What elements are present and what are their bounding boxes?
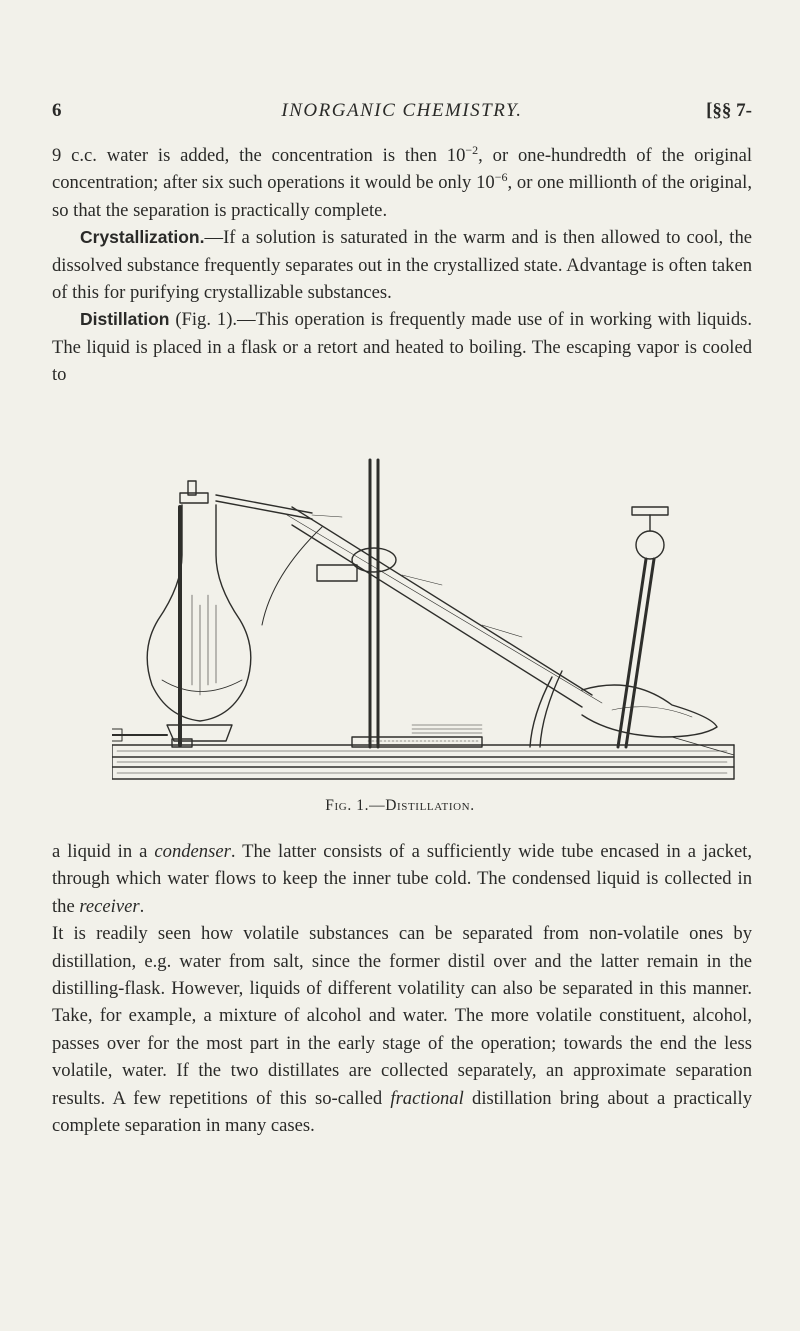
condenser-tube xyxy=(262,507,602,747)
hatching xyxy=(412,725,482,733)
exponent: −6 xyxy=(494,170,508,185)
figure-title: —Distillation. xyxy=(369,797,475,814)
heading-distillation: Distillation xyxy=(80,309,170,330)
distillation-apparatus-figure xyxy=(112,455,742,785)
distilling-flask xyxy=(147,481,312,721)
base-board xyxy=(112,745,734,779)
page-number: 6 xyxy=(52,100,62,121)
heading-crystallization: Crystallization. xyxy=(80,227,205,248)
paragraph-volatility: It is readily seen how volatile substances can be separated from non-volatile ones by distillation, e.g. water from salt, since the former distil over and the latter remain in the distilling-flask. However, liquids of different volatility can also be separated in this manner. Take, for example, a mixture of alcohol and water. The more volatile constituent, alcohol, passes over for the most part in the early stage of the operation; towards the end the less volatile, water. If the two distillates are collected separately, an approximate separation results. A few repetitions of this so-called fractional distillation bring about a practically complete separation in many cases. xyxy=(52,923,752,1137)
lower-text xyxy=(52,838,752,1139)
paragraph-crystallization: Crystallization.—If a solution is saturated in the warm and is then allowed to cool, the dissolved substance frequently separates out in the crystallized state. Advantage is often taken of this for purifying crystallizable substances. xyxy=(52,227,752,304)
term-receiver: receiver xyxy=(79,895,140,917)
exponent: −2 xyxy=(465,143,479,157)
figure-caption xyxy=(0,797,800,815)
figure-label: Fig. 1. xyxy=(325,797,370,814)
receiver-stand xyxy=(618,507,668,747)
paragraph-continued: 9 c.c. water is added, the concentration is then $10^{-2}$, or one-hundredth of the original concentration; after six such operations it would be only $10^{-6}$, or one millionth of the original, so that the separation is practically complete. xyxy=(52,143,752,221)
paragraph-condenser: a liquid in a condenser. The latter consists of a sufficiently wide tube encased in a jacket, through which water flows to keep the inner tube cold. The condensed liquid is collected in the receiver. xyxy=(52,841,753,917)
upper-text xyxy=(52,142,752,389)
section-reference: [§§ 7- xyxy=(706,100,752,121)
running-title: INORGANIC CHEMISTRY. xyxy=(281,100,523,121)
term-condenser: condenser xyxy=(154,841,231,862)
term-fractional: fractional xyxy=(390,1087,464,1109)
page-header xyxy=(52,100,752,130)
paragraph-distillation: Distillation (Fig. 1).—This operation is frequently made use of in working with liquids. The liquid is placed in a flask or a retort and heated to boiling. The escaping vapor is cooled to xyxy=(52,309,752,386)
